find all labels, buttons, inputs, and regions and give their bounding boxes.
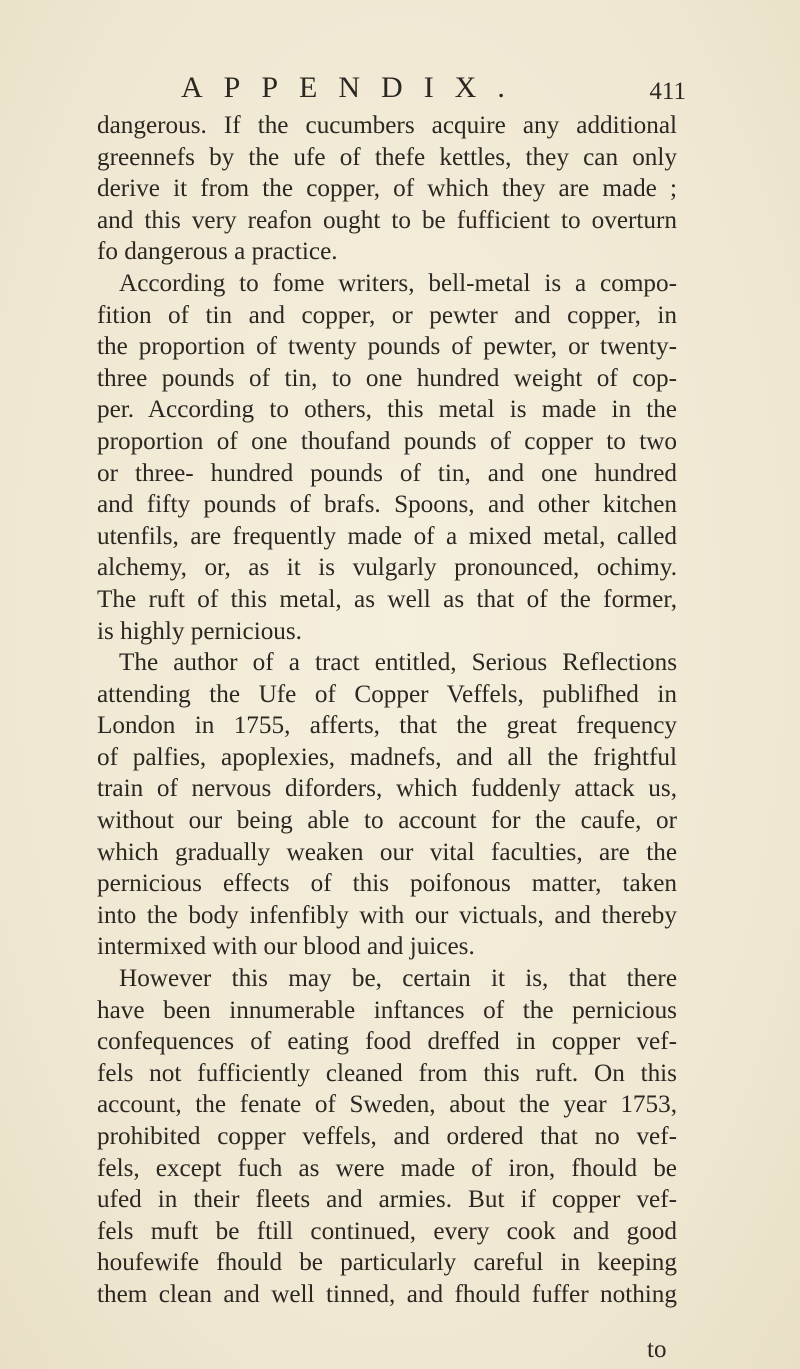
text-line: derive it from the copper, of which they are made ;: [97, 175, 677, 203]
text-line: pernicious effects of this poifonous matter, taken: [97, 870, 677, 898]
text-line: alchemy, or, as it is vulgarly pronounced, ochimy.: [97, 554, 677, 582]
text-line: fels not fufficiently cleaned from this ruft. On this: [97, 1059, 677, 1087]
text-line: The author of a tract entitled, Serious Reflections: [119, 649, 677, 677]
text-line: However this may be, certain it is, that there: [119, 965, 677, 993]
text-line: fels, except fuch as were made of iron, fhould be: [97, 1154, 677, 1182]
text-line: dangerous. If the cucumbers acquire any additional: [97, 112, 677, 139]
text-line: greennefs by the ufe of thefe kettles, they can only: [97, 143, 677, 171]
text-line: into the body infenfibly with our victuals, and thereby: [97, 901, 677, 929]
text-line: train of nervous diforders, which fuddenly attack us,: [97, 775, 677, 803]
text-line: fition of tin and copper, or pewter and copper, in: [97, 301, 677, 329]
text-line: London in 1755, afferts, that the great frequency: [97, 712, 677, 740]
text-line: which gradually weaken our vital faculties, are the: [97, 838, 677, 866]
text-line: have been innumerable inftances of the pernicious: [97, 996, 677, 1024]
text-line: per. According to others, this metal is made in the: [97, 396, 677, 424]
text-line: or three- hundred pounds of tin, and one hundred: [97, 459, 677, 487]
text-line: attending the Ufe of Copper Veffels, publifhed in: [97, 680, 677, 708]
text-line: fels muft be ftill continued, every cook and good: [97, 1217, 677, 1245]
text-line: and this very reafon ought to be fufficient to overturn: [97, 206, 677, 234]
page-header: [181, 68, 686, 108]
running-head: APPENDIX.: [181, 71, 526, 104]
text-line: houfewife fhould be particularly careful in keeping: [97, 1249, 677, 1277]
text-line: and fifty pounds of brafs. Spoons, and other kitchen: [97, 491, 677, 519]
text-line: utenfils, are frequently made of a mixed metal, called: [97, 522, 677, 550]
text-line: ufed in their fleets and armies. But if copper vef-: [97, 1186, 677, 1214]
text-line: account, the fenate of Sweden, about the year 1753,: [97, 1091, 677, 1119]
text-line: the proportion of twenty pounds of pewter, or twenty-: [97, 333, 677, 361]
text-line: proportion of one thoufand pounds of copper to two: [97, 427, 677, 455]
text-line: without our being able to account for the caufe, or: [97, 807, 677, 835]
text-line: prohibited copper veffels, and ordered that no vef-: [97, 1123, 677, 1150]
text-line: them clean and well tinned, and fhould fuffer nothing: [97, 1280, 677, 1308]
text-line: fo dangerous a practice.: [97, 238, 338, 266]
text-line: The ruft of this metal, as well as that of the former,: [97, 585, 677, 613]
body-text: [97, 110, 677, 1311]
page-number: 411: [649, 78, 686, 105]
text-line: three pounds of tin, to one hundred weight of cop-: [97, 364, 677, 392]
text-line: According to fome writers, bell-metal is a compo-: [119, 269, 677, 297]
catchword: to: [647, 1336, 667, 1363]
text-line: confequences of eating food dreffed in copper vef-: [97, 1028, 677, 1056]
text-line: of palfies, apoplexies, madnefs, and all the frightful: [97, 743, 677, 771]
text-line: intermixed with our blood and juices.: [97, 933, 475, 961]
text-line: is highly pernicious.: [97, 617, 302, 645]
